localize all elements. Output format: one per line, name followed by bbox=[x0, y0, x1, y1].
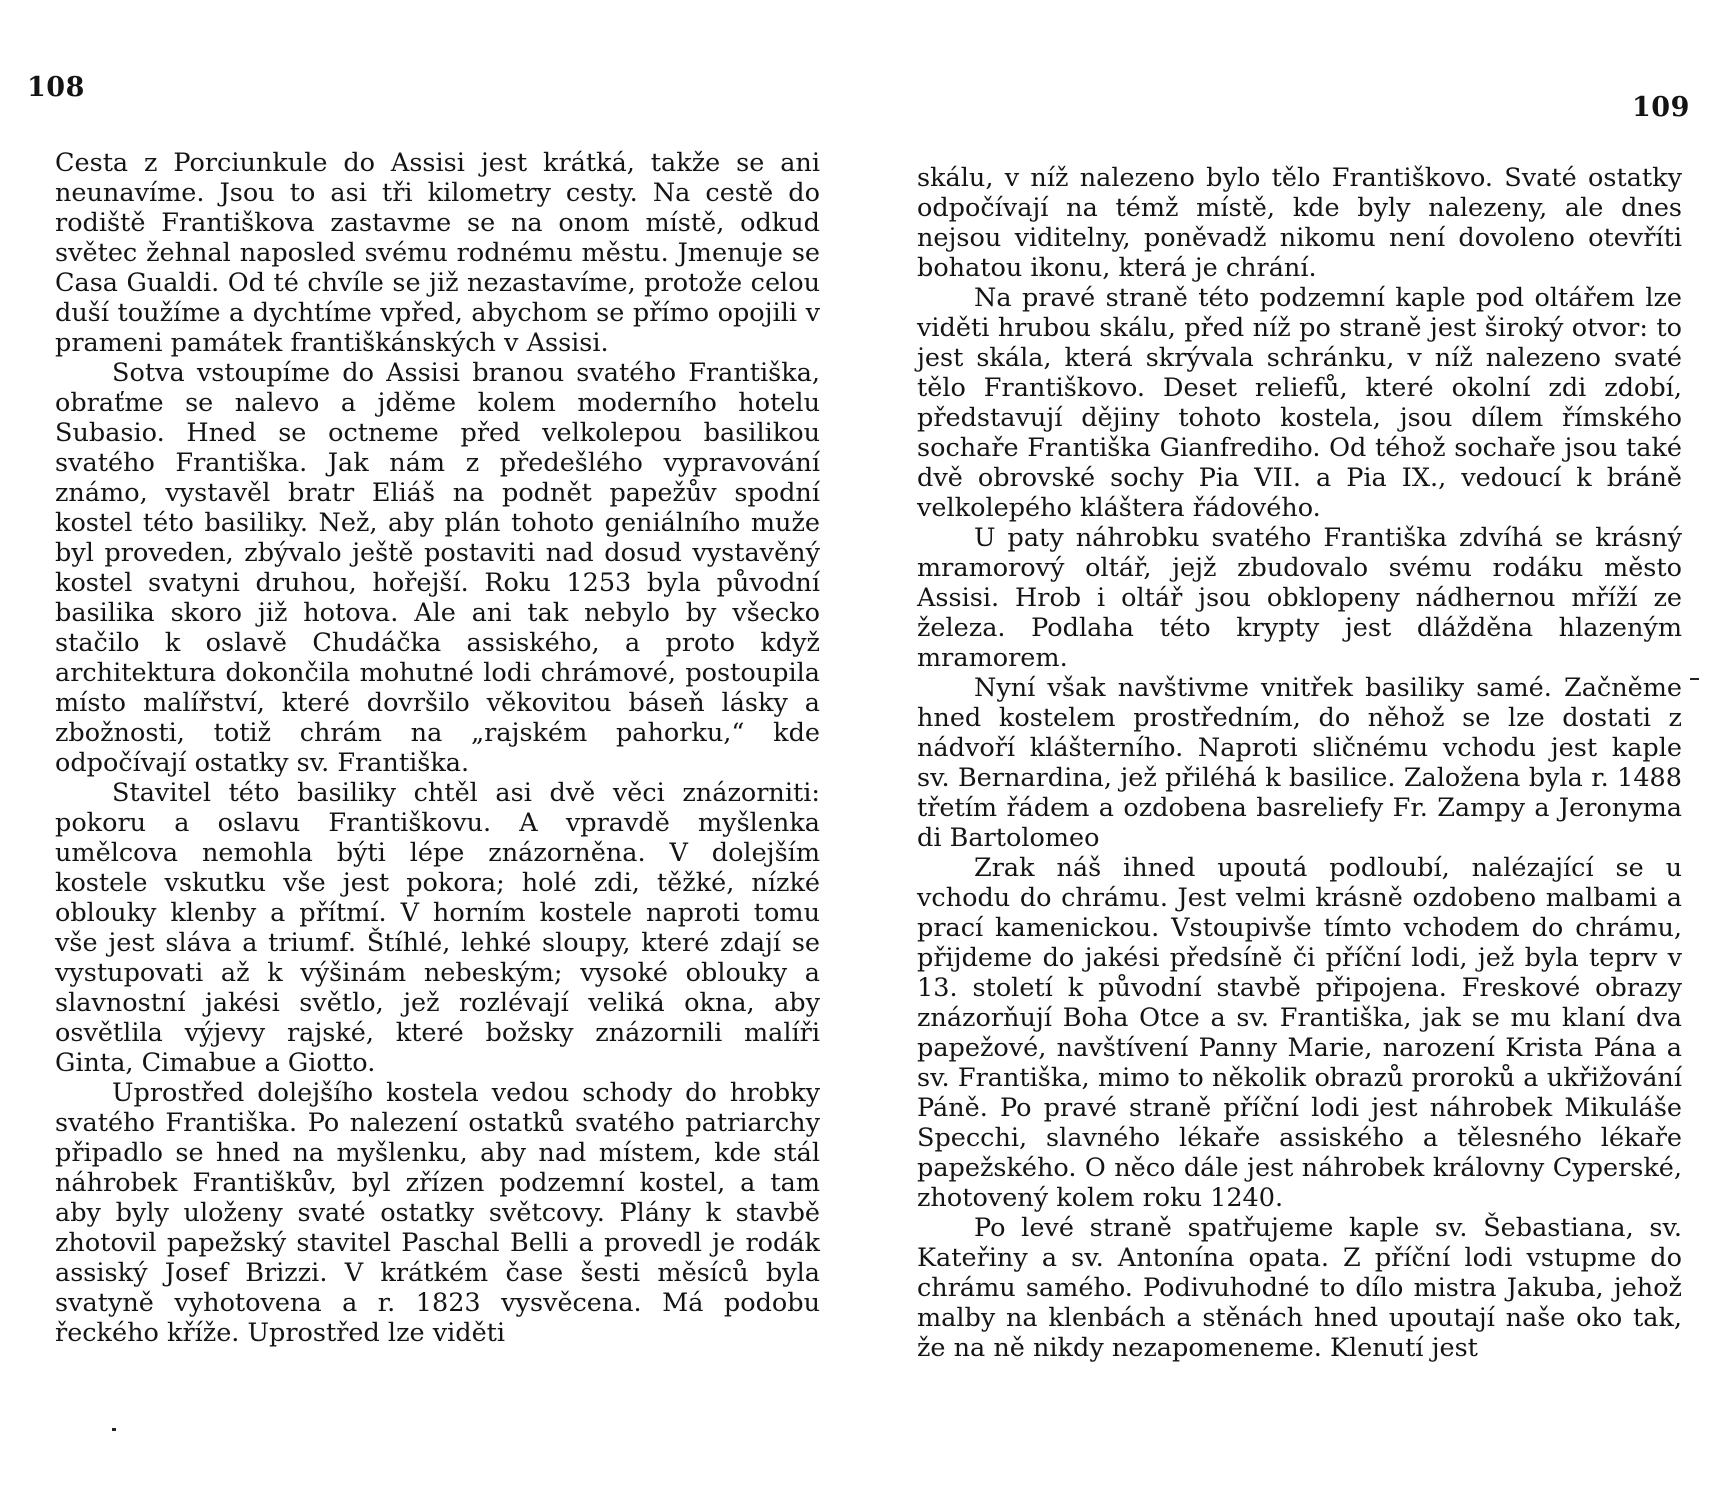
right-page bbox=[867, 0, 1734, 1500]
paragraph: Po levé straně spatřujeme kaple sv. Šebastiana, sv. Kateřiny a sv. Antonína opata. Z příční lodi vstupme do chrámu samého. Podivuhodné to dílo mistra Jakuba, jehož malby na klenbách a stěnách hned upoutají naše oko tak, že na ně nikdy nezapomeneme. Klenutí jest bbox=[917, 1213, 1682, 1363]
left-page-text bbox=[55, 148, 820, 1348]
paragraph: U paty náhrobku svatého Františka zdvíhá se krásný mramorový oltář, jejž zbudovalo svému rodáku město Assisi. Hrob i oltář jsou obklopeny nádhernou mříží ze železa. Podlaha této krypty jest dlážděna hlazeným mramorem. bbox=[917, 523, 1682, 673]
right-page-text bbox=[917, 163, 1682, 1363]
paragraph: Sotva vstoupíme do Assisi branou svatého Františka, obraťme se nalevo a jděme kolem moderního hotelu Subasio. Hned se octneme před velkolepou basilikou svatého Františka. Jak nám z předešlého vypravování známo, vystavěl bratr Eliáš na podnět papežův spodní kostel této basiliky. Než, aby plán tohoto geniálního muže byl proveden, zbývalo ještě postaviti nad dosud vystavěný kostel svatyni druhou, hořejší. Roku 1253 byla původní basilika skoro již hotova. Ale ani tak nebylo by všecko stačilo k oslavě Chudáčka assiského, a proto když architektura dokončila mohutné lodi chrámové, postoupila místo malířství, které dovršilo věkovitou báseň lásky a zbožnosti, totiž chrám na „rajském pahorku,“ kde odpočívají ostatky sv. Františka. bbox=[55, 358, 820, 778]
paragraph: Uprostřed dolejšího kostela vedou schody do hrobky svatého Františka. Po nalezení ostatků svatého patriarchy připadlo se hned na myšlenku, aby nad místem, kde stál náhrobek Františkův, byl zřízen podzemní kostel, a tam aby byly uloženy svaté ostatky světcovy. Plány k stavbě zhotovil papežský stavitel Paschal Belli a provedl je rodák assiský Josef Brizzi. V krátkém čase šesti měsíců byla svatyně vyhotovena a r. 1823 vysvěcena. Má podobu řeckého kříže. Uprostřed lze viděti bbox=[55, 1078, 820, 1348]
page-number-left: 108 bbox=[27, 72, 85, 103]
paragraph: Cesta z Porciunkule do Assisi jest krátká, takže se ani neunavíme. Jsou to asi tři kilometry cesty. Na cestě do rodiště Františkova zastavme se na onom místě, odkud světec žehnal naposled svému rodnému městu. Jmenuje se Casa Gualdi. Od té chvíle se již nezastavíme, protože celou duší toužíme a dychtíme vpřed, abychom se přímo opojili v prameni památek františkánských v Assisi. bbox=[55, 148, 820, 358]
paragraph: Stavitel této basiliky chtěl asi dvě věci znázorniti: pokoru a oslavu Františkovu. A vpravdě myšlenka umělcova nemohla býti lépe znázorněna. V dolejším kostele vskutku vše jest pokora; holé zdi, těžké, nízké oblouky klenby a přítmí. V horním kostele naproti tomu vše jest sláva a triumf. Štíhlé, lehké sloupy, které zdají se vystupovati až k výšinám nebeským; vysoké oblouky a slavnostní jakési světlo, jež rozlévají veliká okna, aby osvětlila výjevy rajské, které božsky znázornili malíři Ginta, Cimabue a Giotto. bbox=[55, 778, 820, 1078]
scan-speck bbox=[112, 1428, 116, 1431]
paragraph: Na pravé straně této podzemní kaple pod oltářem lze viděti hrubou skálu, před níž po straně jest široký otvor: to jest skála, která skrývala schránku, v níž nalezeno svaté tělo Františkovo. Deset reliefů, které okolní zdi zdobí, představují dějiny tohoto kostela, jsou dílem římského sochaře Františka Gianfrediho. Od téhož sochaře jsou také dvě obrovské sochy Pia VII. a Pia IX., vedoucí k bráně velkolepého kláštera řádového. bbox=[917, 283, 1682, 523]
scan-speck bbox=[1690, 678, 1699, 680]
paragraph: Nyní však navštivme vnitřek basiliky samé. Začněme hned kostelem prostředním, do něhož se lze dostati z nádvoří klášterního. Naproti sličnému vchodu jest kaple sv. Bernardina, jež přiléhá k basilice. Založena byla r. 1488 třetím řádem a ozdobena basreliefy Fr. Zampy a Jeronyma di Bartolomeo bbox=[917, 673, 1682, 853]
page-number-right: 109 bbox=[1632, 92, 1690, 123]
paragraph: Zrak náš ihned upoutá podloubí, nalézající se u vchodu do chrámu. Jest velmi krásně ozdobeno malbami a prací kamenickou. Vstoupivše tímto vchodem do chrámu, přijdeme do jakési předsíně či příční lodi, jež byla teprv v 13. století k původní stavbě připojena. Freskové obrazy znázorňují Boha Otce a sv. Františka, jak se mu klaní dva papežové, navštívení Panny Marie, narození Krista Pána a sv. Františka, mimo to několik obrazů proroků a ukřižování Páně. Po pravé straně příční lodi jest náhrobek Mikuláše Specchi, slavného lékaře assiského a tělesného lékaře papežského. O něco dále jest náhrobek královny Cyperské, zhotovený kolem roku 1240. bbox=[917, 853, 1682, 1213]
paragraph: skálu, v níž nalezeno bylo tělo Františkovo. Svaté ostatky odpočívají na témž místě, kde byly nalezeny, ale dnes nejsou viditelny, poněvadž nikomu není dovoleno otevříti bohatou ikonu, která je chrání. bbox=[917, 163, 1682, 283]
